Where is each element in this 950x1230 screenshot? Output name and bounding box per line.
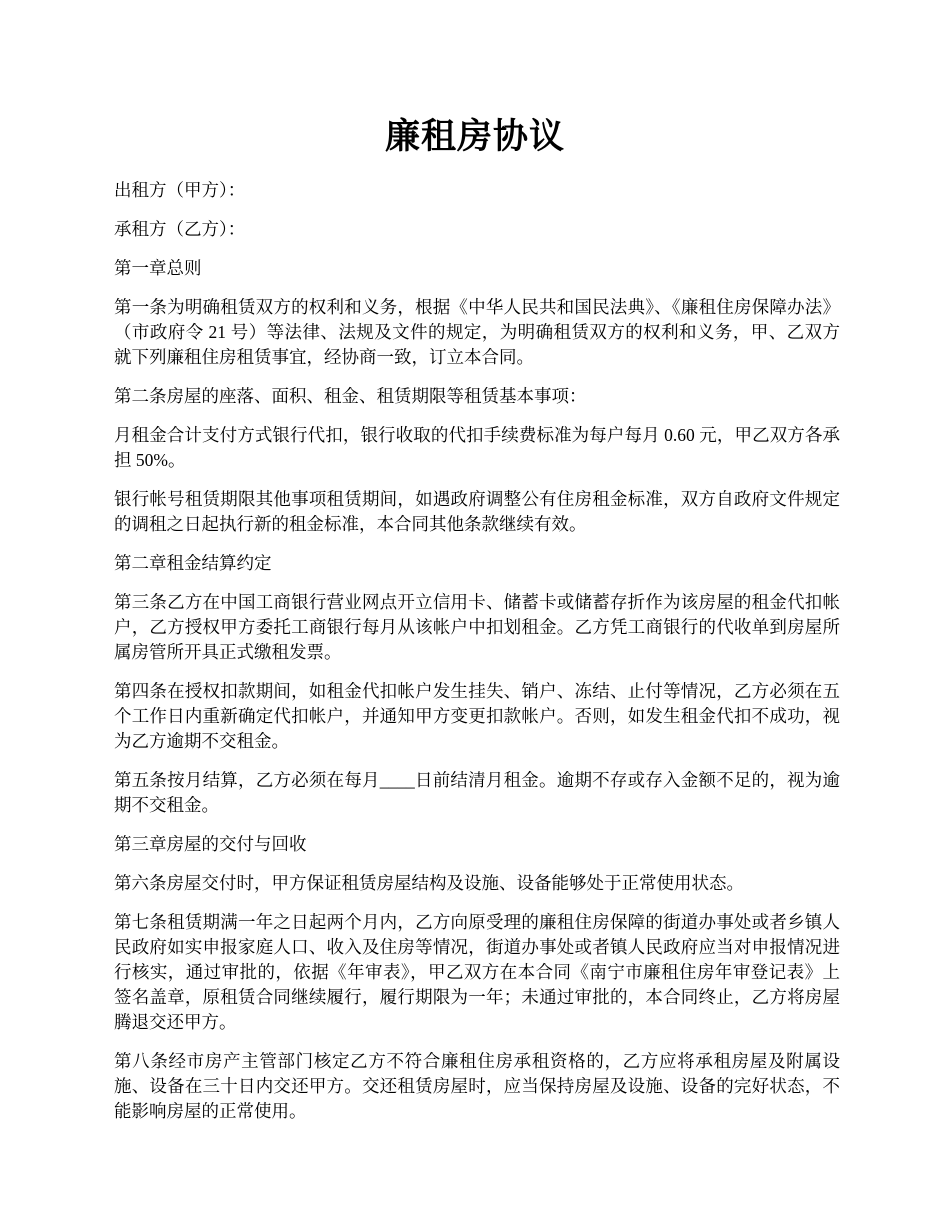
document-title: 廉租房协议 [384,117,565,156]
article-paragraph: 第三条乙方在中国工商银行营业网点开立信用卡、储蓄卡或储蓄存折作为该房屋的租金代扣帐户，乙方授权甲方委托工商银行每月从该帐户中扣划租金。乙方凭工商银行的代收单到房屋所属房管所开具正式缴租发票。 [114,592,840,662]
party-a-line: 出租方（甲方）： [114,180,246,200]
chapter-heading: 第一章总则 [114,258,202,278]
article-paragraph: 第四条在授权扣款期间，如租金代扣帐户发生挂失、销户、冻结、止付等情况，乙方必须在五个工作日内重新确定代扣帐户，并通知甲方变更扣款帐户。否则，如发生租金代扣不成功，视为乙方逾期不交租金。 [114,681,840,751]
article-paragraph: 银行帐号租赁期限其他事项租赁期间，如遇政府调整公有住房租金标准，双方自政府文件规定的调租之日起执行新的租金标准，本合同其他条款继续有效。 [114,489,840,534]
document-body [114,178,840,1138]
article-paragraph: 第六条房屋交付时，甲方保证租赁房屋结构及设施、设备能够处于正常使用状态。 [114,873,744,893]
chapter-heading: 第二章租金结算约定 [114,553,272,573]
article-paragraph: 第二条房屋的座落、面积、租金、租赁期限等租赁基本事项： [114,386,587,406]
article-paragraph: 第八条经市房产主管部门核定乙方不符合廉租住房承租资格的，乙方应将承租房屋及附属设施、设备在三十日内交还甲方。交还租赁房屋时，应当保持房屋及设施、设备的完好状态，不能影响房屋的正常使用。 [114,1051,840,1121]
article-paragraph: 第七条租赁期满一年之日起两个月内，乙方向原受理的廉租住房保障的街道办事处或者乡镇人民政府如实申报家庭人口、收入及住房等情况，街道办事处或者镇人民政府应当对申报情况进行核实，通过审批的，依据《年审表》，甲乙双方在本合同《南宁市廉租住房年审登记表》上签名盖章，原租赁合同继续履行，履行期限为一年；未通过审批的，本合同终止，乙方将房屋腾退交还甲方。 [114,912,840,1032]
article-paragraph: 第五条按月结算，乙方必须在每月____日前结清月租金。逾期不存或存入金额不足的，视为逾期不交租金。 [114,770,840,815]
party-b-line: 承租方（乙方）： [114,219,246,239]
article-paragraph: 第一条为明确租赁双方的权利和义务，根据《中华人民共和国民法典》、《廉租住房保障办法》（市政府令 21 号）等法律、法规及文件的规定，为明确租赁双方的权利和义务，甲、乙双方就下列廉租住房租赁事宜，经协商一致，订立本合同。 [114,297,840,367]
article-paragraph: 月租金合计支付方式银行代扣，银行收取的代扣手续费标准为每户每月 0.60 元，甲乙双方各承担 50%。 [114,425,840,470]
chapter-heading: 第三章房屋的交付与回收 [114,834,307,854]
